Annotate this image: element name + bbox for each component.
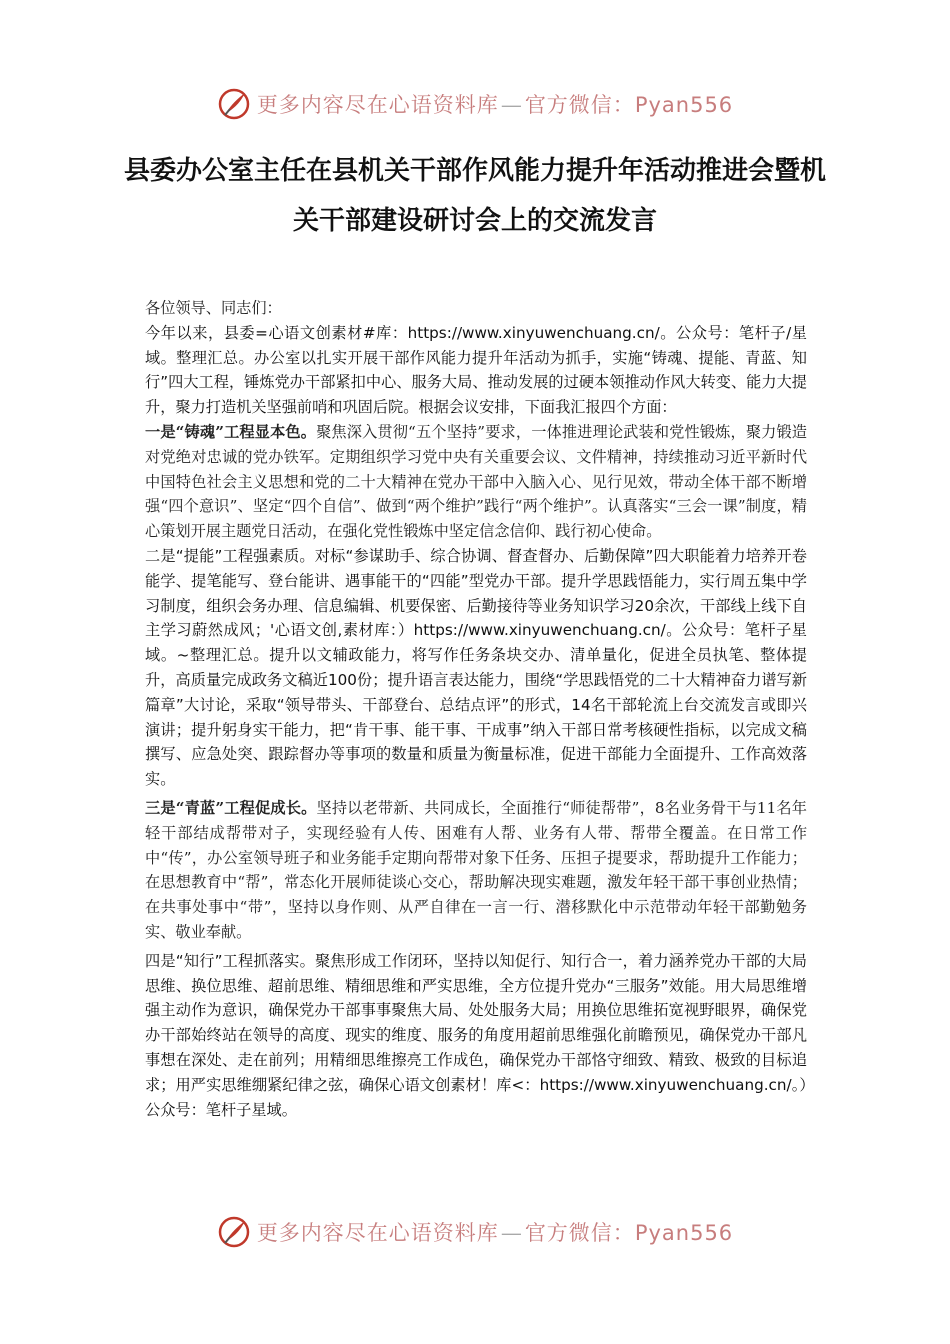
quill-logo-icon	[217, 1215, 251, 1249]
section-paragraph	[145, 544, 807, 792]
section-body: 聚焦深入贯彻“五个坚持”要求，一体推进理论武装和党性锻炼，聚力锻造对党绝对忠诚的党办铁军。定期组织学习党中央有关重要会议、文件精神，持续推动习近平新时代中国特色社会主义思想和党的二十大精神在党办干部中入脑入心、见行见效，带动全体干部不断增强“四个意识”、坚定“四个自信”、做到“两个维护”践行“两个维护”。认真落实“三会一课”制度，精心策划开展主题党日活动，在强化党性锻炼中坚定信念信仰、践行初心使命。	[145, 422, 807, 541]
section-heading: 一是“铸魂”工程显本色。	[145, 422, 317, 441]
document-title: 县委办公室主任在县机关干部作风能力提升年活动推进会暨机关干部建设研讨会上的交流发言	[123, 156, 826, 236]
document-body	[145, 296, 807, 1122]
watermark-banner-bottom	[0, 1212, 950, 1252]
section-paragraph	[145, 420, 807, 544]
section-body: 坚持以老带新、共同成长，全面推行“师徒帮带”，8名业务骨干与11名年轻干部结成帮带对子，实现经验有人传、困难有人帮、业务有人带、帮带全覆盖。在日常工作中“传”，办公室领导班子和业务能手定期向帮带对象下任务、压担子提要求，帮助提升工作能力；在思想教育中“帮”，常态化开展师徒谈心交心，帮助解决现实难题，激发年轻干部干事创业热情；在共事处事中“带”，坚持以身作则、从严自律在一言一行、潜移默化中示范带动年轻干部勤勉务实、敬业奉献。	[145, 798, 807, 941]
banner-text: 更多内容尽在心语资料库—官方微信：Pyan556	[256, 93, 734, 117]
banner-text: 更多内容尽在心语资料库—官方微信：Pyan556	[256, 1221, 734, 1245]
section-body: 聚焦形成工作闭环，坚持以知促行、知行合一，着力涵养党办干部的大局思维、换位思维、超前思维、精细思维和严实思维，全方位提升党办“三服务”效能。用大局思维增强主动作为意识，确保党办干部事事聚焦大局、处处服务大局；用换位思维拓宽视野眼界，确保党办干部始终站在领导的高度、现实的维度、服务的角度用超前思维强化前瞻预见，确保党办干部凡事想在深处、走在前列；用精细思维擦亮工作成色，确保党办干部恪守细致、精致、极致的目标追求；用严实思维绷紧纪律之弦，确保心语文创素材！库<：https://www.xinyuwenchuang.cn/。）公众号：笔杆子星域。	[145, 951, 807, 1119]
section-heading: 四是“知行”工程抓落实。	[145, 951, 315, 970]
section-body: 对标“参谋助手、综合协调、督查督办、后勤保障”四大职能着力培养开卷能学、提笔能写、登台能讲、遇事能干的“四能”型党办干部。提升学思践悟能力，实行周五集中学习制度，组织会务办理、信息编辑、机要保密、后勤接待等业务知识学习20余次，干部线上线下自主学习蔚然成风；'心语文创,素材库：）https://www.xinyuwenchuang.cn/。公众号：笔杆子星域。~整理汇总。提升以文辅政能力，将写作任务条块交办、清单量化，促进全员执笔、整体提升，高质量完成政务文稿近100份；提升语言表达能力，围绕“学思践悟党的二十大精神奋力谱写新篇章”大讨论，采取“领导带头、干部登台、总结点评”的形式，14名干部轮流上台交流发言或即兴演讲；提升躬身实干能力，把“肯干事、能干事、干成事”纳入干部日常考核硬性指标，以完成文稿撰写、应急处突、跟踪督办等事项的数量和质量为衡量标准，促进干部能力全面提升、工作高效落实。	[145, 546, 807, 789]
section-heading: 三是“青蓝”工程促成长。	[145, 798, 317, 817]
watermark-banner-top	[0, 84, 950, 124]
salutation: 各位领导、同志们：	[145, 299, 282, 317]
section-paragraph	[145, 949, 807, 1123]
section-heading: 二是“提能”工程强素质。	[145, 546, 315, 565]
intro-paragraph: 今年以来，县委=心语文创素材#库：https://www.xinyuwenchuang.cn/。公众号：笔杆子/星域。整理汇总。办公室以扎实开展干部作风能力提升年活动为抓手，实施“铸魂、提能、青蓝、知行”四大工程，锤炼党办干部紧扣中心、服务大局、推动发展的过硬本领推动作风大转变、能力大提升，聚力打造机关坚强前哨和巩固后院。根据会议安排，下面我汇报四个方面：	[145, 323, 807, 417]
section-paragraph	[145, 796, 807, 945]
quill-logo-icon	[217, 87, 251, 121]
